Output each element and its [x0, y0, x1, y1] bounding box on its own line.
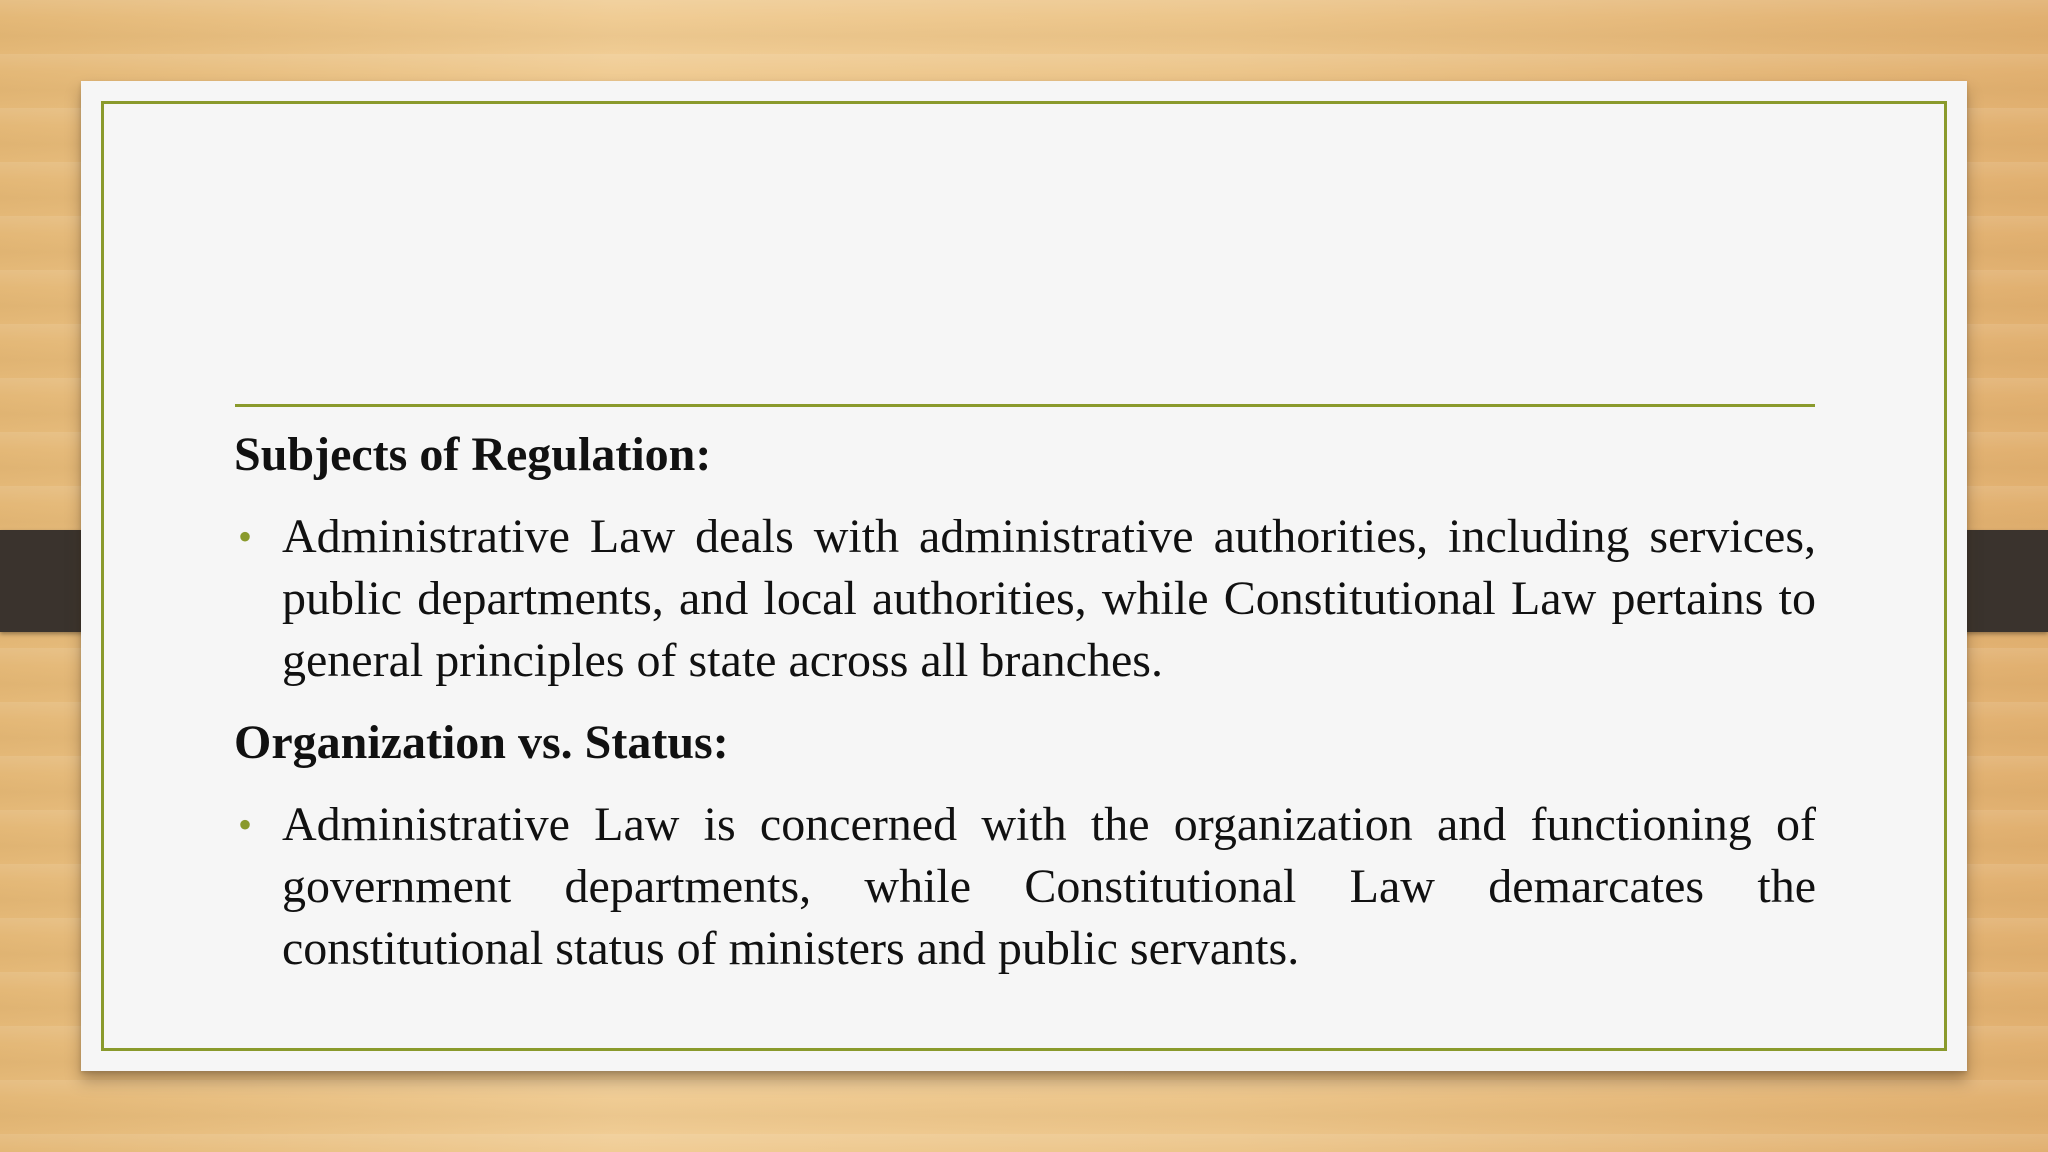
slide-body	[234, 426, 1816, 1002]
section-heading-subjects: Subjects of Regulation:	[234, 428, 712, 481]
bullet-text-organization: Administrative Law is concerned with the organization and functioning of government departments, while Constitutional Law demarcates the constitutional status of ministers and public servants.	[282, 798, 1816, 975]
bullet-icon: •	[238, 802, 253, 847]
section-heading-organization: Organization vs. Status:	[234, 716, 729, 769]
bullet-item-subjects	[234, 506, 1816, 692]
bullet-text-subjects: Administrative Law deals with administrative authorities, including services, public departments, and local authorities, while Constitutional Law pertains to general principles of state across all branches.	[282, 510, 1816, 687]
title-divider-line	[235, 404, 1815, 407]
slide-card	[81, 81, 1967, 1071]
bullet-icon: •	[238, 514, 253, 559]
bullet-item-organization	[234, 794, 1816, 980]
